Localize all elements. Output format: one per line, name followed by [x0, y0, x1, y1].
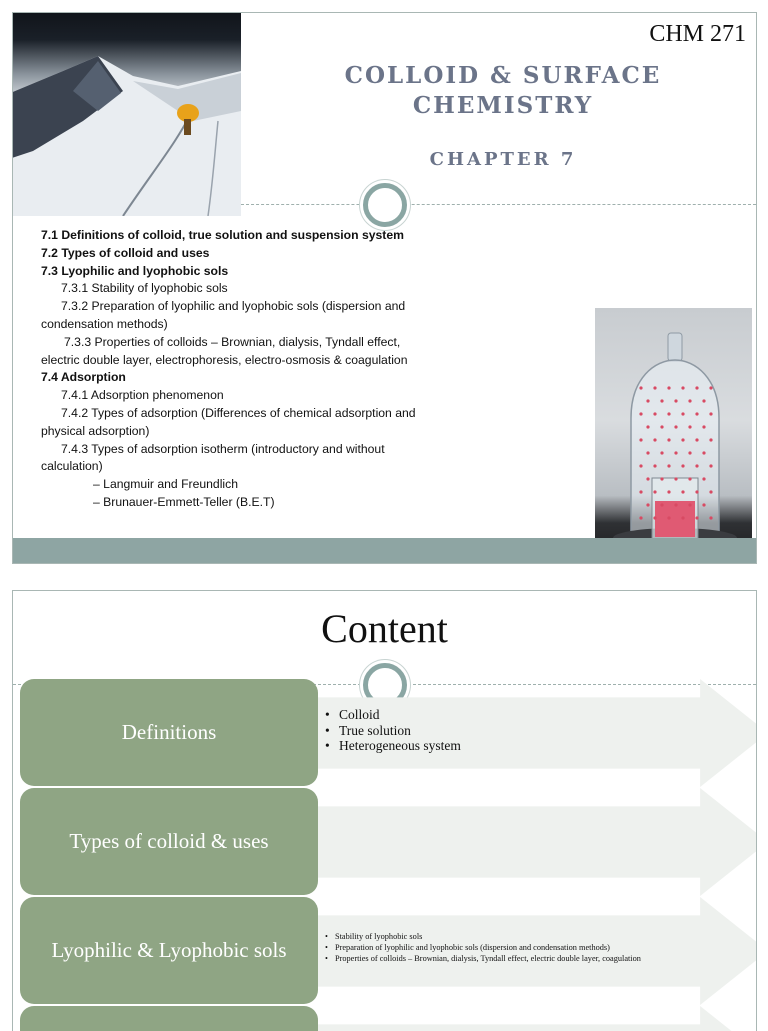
content-row: [13, 897, 756, 1005]
topic-bullets: [325, 931, 641, 964]
topic-label: [20, 1006, 318, 1031]
syllabus-item: 7.4 Adsorption: [41, 370, 126, 385]
course-code: CHM 271: [649, 21, 746, 47]
syllabus-item: – Langmuir and Freundlich: [93, 477, 238, 492]
syllabus-item: 7.3.1 Stability of lyophobic sols: [61, 281, 228, 296]
syllabus-item: 7.3.2 Preparation of lyophilic and lyophobic sols (dispersion and condensation methods): [41, 299, 409, 331]
bullet-item: • Colloid: [325, 707, 461, 723]
syllabus-item: 7.3.3 Properties of colloids – Brownian, dialysis, Tyndall effect, electric double layer, electrophoresis, electro-osmosis & coagulation: [41, 334, 408, 367]
syllabus-item: 7.4.3 Types of adsorption isotherm (introductory and without calculation): [41, 441, 388, 474]
topic-label: Types of colloid & uses: [20, 788, 318, 895]
topic-bullets: [325, 707, 461, 754]
slide-title-line2: CHEMISTRY: [412, 92, 594, 119]
footer-band: [13, 538, 756, 563]
topic-label: Lyophilic & Lyophobic sols: [20, 897, 318, 1004]
slide-title-line1: COLLOID & SURFACE: [344, 62, 662, 89]
syllabus-item: 7.4.1 Adsorption phenomenon: [61, 388, 224, 403]
content-slide: [12, 590, 757, 1031]
arrow-shape: [283, 788, 757, 896]
content-row: [13, 1006, 756, 1031]
divider-line: [241, 204, 756, 205]
arrow-shape: [283, 1006, 757, 1031]
syllabus-item: 7.2 Types of colloid and uses: [41, 245, 210, 260]
topic-label: Definitions: [20, 679, 318, 786]
syllabus-list: [41, 227, 441, 512]
bell-jar-diffusion-photo: [595, 308, 752, 558]
slide-title: [258, 61, 748, 121]
content-row: [13, 679, 756, 787]
content-row: [13, 788, 756, 896]
bullet-item: • Properties of colloids – Brownian, dialysis, Tyndall effect, electric double layer, coagulation: [325, 953, 641, 964]
bullet-item: • Stability of lyophobic sols: [325, 931, 641, 942]
mountain-climber-photo: [12, 12, 241, 216]
circle-ornament-icon: [363, 183, 407, 227]
syllabus-item: 7.4.2 Types of adsorption (Differences of chemical adsorption and physical adsorption): [41, 405, 419, 438]
bullet-item: • Heterogeneous system: [325, 738, 461, 754]
syllabus-item: 7.1 Definitions of colloid, true solution and suspension system: [41, 228, 404, 242]
content-title: Content: [321, 606, 448, 651]
syllabus-item: – Brunauer-Emmett-Teller (B.E.T): [93, 494, 275, 509]
chapter-label: CHAPTER 7: [429, 149, 577, 170]
syllabus-item: 7.3 Lyophilic and lyophobic sols: [41, 263, 229, 278]
bullet-item: • Preparation of lyophilic and lyophobic sols (dispersion and condensation methods): [325, 942, 641, 953]
title-slide: [12, 12, 757, 564]
bullet-item: • True solution: [325, 723, 461, 739]
